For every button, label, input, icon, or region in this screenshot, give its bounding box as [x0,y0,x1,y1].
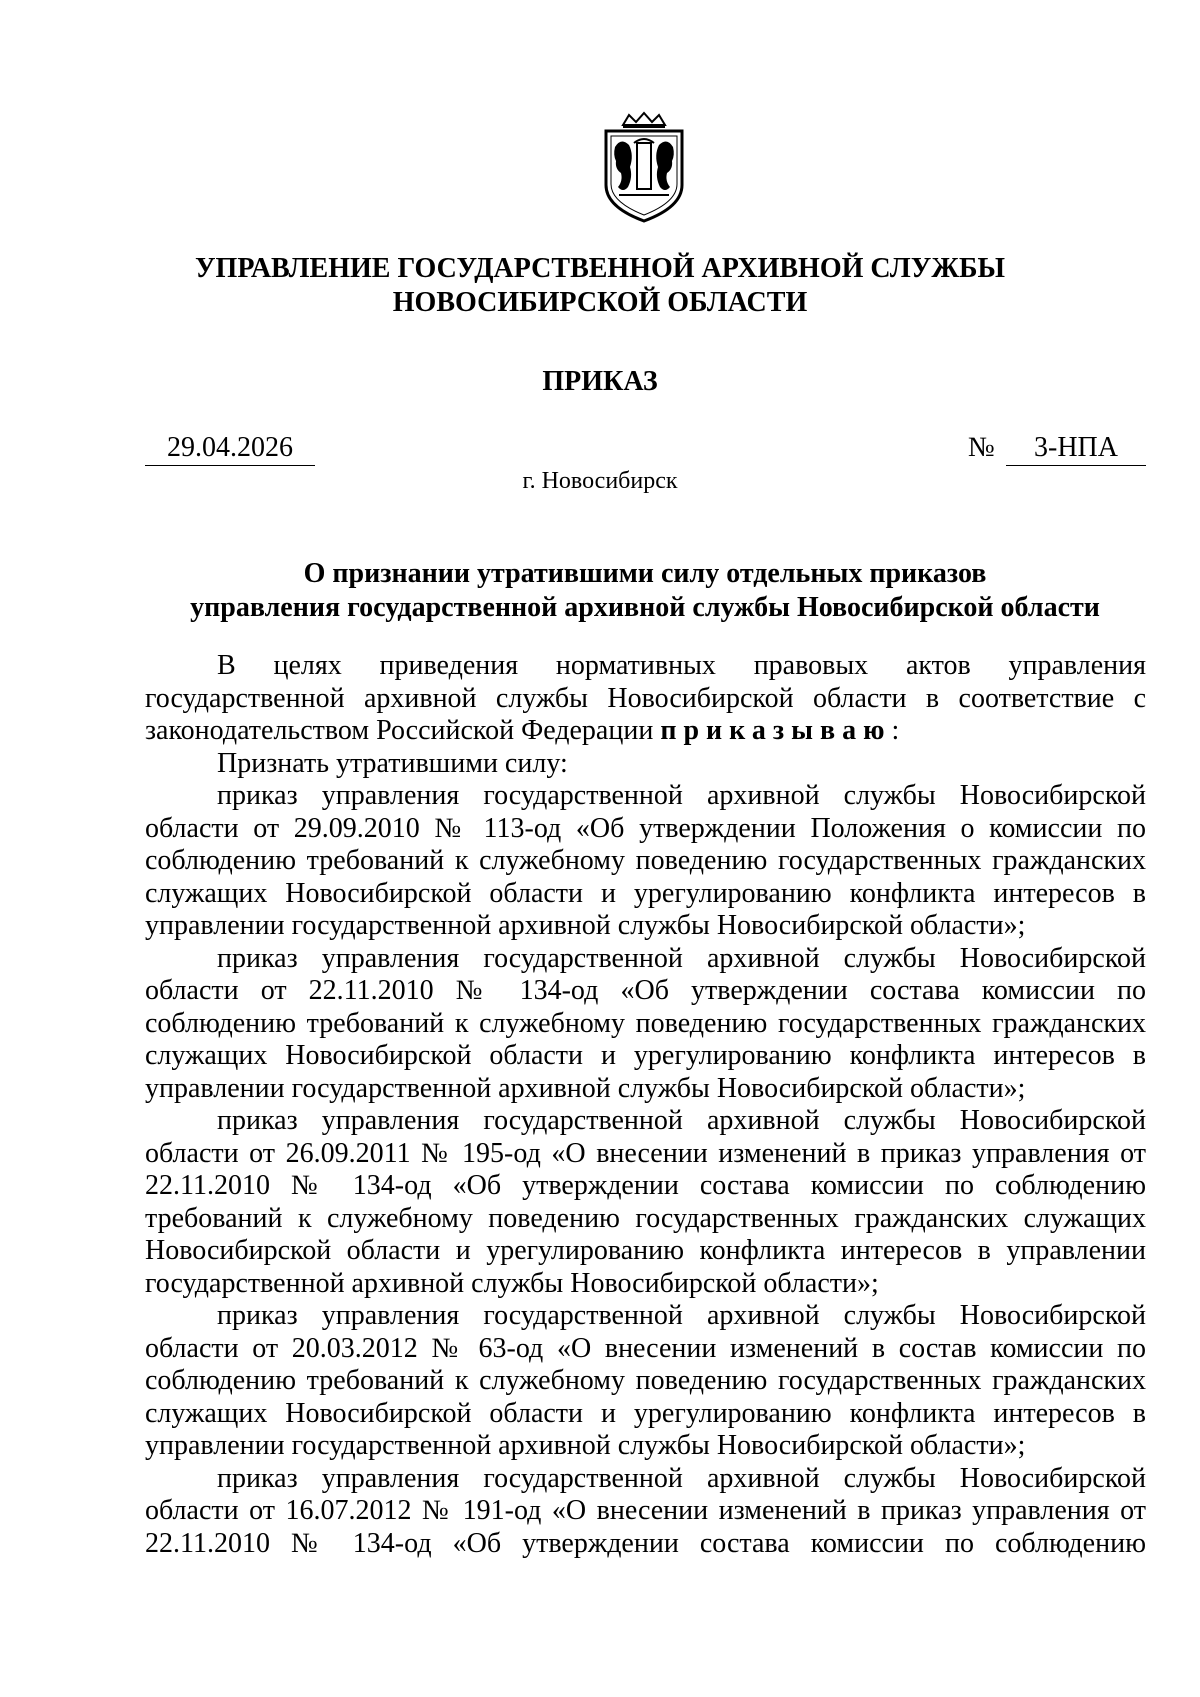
organization-name-line2: НОВОСИБИРСКОЙ ОБЛАСТИ [392,287,808,318]
order-number: 3-НПА [1006,431,1146,466]
order-date: 29.04.2026 [145,431,315,466]
clause-paragraph: Признать утратившими силу: [217,747,568,779]
repealed-order-item: приказ управления государственной архивной службы Новосибирской области от 16.07.2012 № 191-од «О внесении изменений в приказ управления от 22.11.2010 № 134-од «Об утверждении состава комиссии по соблюдению [145,1462,1146,1559]
number-sign: № [968,432,995,463]
order-title-line2: управления государственной архивной службы Новосибирской области [190,592,1100,623]
intro-paragraph [145,650,1146,748]
document-type-heading: ПРИКАЗ [542,366,658,397]
repealed-order-item: приказ управления государственной архивной службы Новосибирской области от 22.11.2010 № 134-од «Об утверждении состава комиссии по соблюдению требований к служебному поведению государственных гражданских служащих Новосибирской области и урегулированию конфликта интересов в управлении государственной архивной службы Новосибирской области»; [145,942,1146,1104]
order-body [145,650,1146,1560]
intro-text: В целях приведения нормативных правовых актов управления государственной архивной службы Новосибирской области в соответствие с законодательством Российской Федерации [145,650,1146,746]
repealed-order-item: приказ управления государственной архивной службы Новосибирской области от 20.03.2012 № 63-од «О внесении изменений в состав комиссии по соблюдению требований к служебному поведению государственных гражданских служащих Новосибирской области и урегулированию конфликта интересов в управлении государственной архивной службы Новосибирской области»; [145,1300,1146,1461]
order-title [145,557,1145,625]
city-label: г. Новосибирск [522,468,678,494]
order-word: приказываю [660,715,892,746]
organization-name-line1: УПРАВЛЕНИЕ ГОСУДАРСТВЕННОЙ АРХИВНОЙ СЛУЖБЫ [194,253,1006,284]
repealed-order-item: приказ управления государственной архивной службы Новосибирской области от 29.09.2010 № 113-од «Об утверждении Положения о комиссии по соблюдению требований к служебному поведению государственных гражданских служащих Новосибирской области и урегулированию конфликта интересов в управлении государственной архивной службы Новосибирской области»; [145,780,1146,941]
coat-of-arms-icon [601,111,687,223]
order-title-line1: О признании утратившими силу отдельных приказов [303,558,987,589]
intro-colon: : [891,715,900,746]
repealed-order-item: приказ управления государственной архивной службы Новосибирской области от 26.09.2011 № 195-од «О внесении изменений в приказ управления от 22.11.2010 № 134-од «Об утверждении состава комиссии по соблюдению требований к служебному поведению государственных гражданских служащих Новосибирской области и урегулированию конфликта интересов в управлении государственной архивной службы Новосибирской области»; [145,1105,1146,1299]
